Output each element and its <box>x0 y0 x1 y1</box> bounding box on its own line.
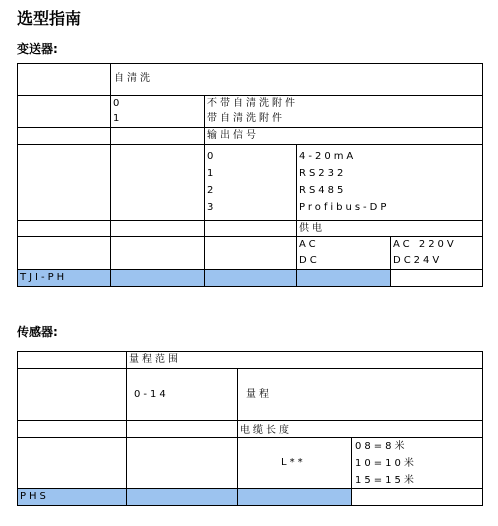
self-clean-desc-0: 不带自清洗附件 <box>207 98 298 109</box>
output-desc-1: RS232 <box>299 168 347 179</box>
sensor-model: PHS <box>20 491 49 502</box>
output-code-2: 2 <box>207 185 217 196</box>
output-code-3: 3 <box>207 202 217 213</box>
self-clean-code-1: 1 <box>113 113 123 124</box>
range-value: 0-14 <box>134 389 169 400</box>
self-clean-desc-1: 带自清洗附件 <box>207 113 285 124</box>
output-code-1: 1 <box>207 168 217 179</box>
power-desc-1: DC24V <box>393 255 443 266</box>
cable-option-2: 15=15米 <box>355 475 417 486</box>
output-desc-2: RS485 <box>299 185 347 196</box>
self-clean-code-0: 0 <box>113 98 123 109</box>
transmitter-model: TJI-PH <box>20 272 68 283</box>
output-code-0: 0 <box>207 151 217 162</box>
cable-header: 电缆长度 <box>240 425 292 436</box>
sensor-model-row-highlight <box>18 488 351 505</box>
range-label: 量程 <box>246 389 272 400</box>
cable-code: L** <box>281 457 306 468</box>
power-code-1: DC <box>299 255 320 266</box>
self-clean-header: 自清洗 <box>114 73 153 84</box>
range-header: 量程范围 <box>129 354 181 365</box>
output-desc-0: 4-20mA <box>299 151 357 162</box>
sensor-section-label: 传感器: <box>17 325 58 339</box>
output-desc-3: Profibus-DP <box>299 202 390 213</box>
page-title: 选型指南 <box>17 9 82 28</box>
power-code-0: AC <box>299 239 319 250</box>
power-desc-0: AC 220V <box>393 239 457 250</box>
output-header: 输出信号 <box>207 130 259 141</box>
cable-option-1: 10=10米 <box>355 458 417 469</box>
power-header: 供电 <box>299 223 325 234</box>
transmitter-section-label: 变送器: <box>17 42 58 56</box>
cable-option-0: 08=8米 <box>355 441 408 452</box>
